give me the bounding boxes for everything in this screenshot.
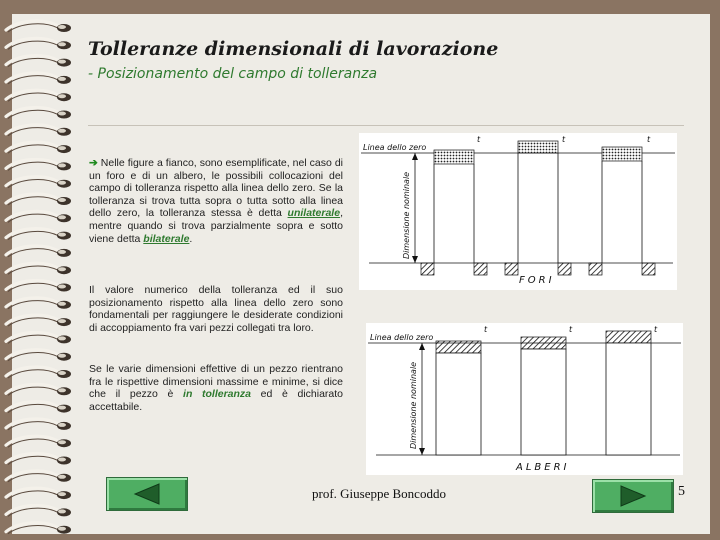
spiral-ring — [6, 315, 71, 326]
paragraph-numeric-value: Il valore numerico della tolleranza ed il suo posizionamento rispetto alla linea dello zero sono fondamentali per raggiungere le desiderate condizioni di accoppiamento fra vari pezzi collegati tra loro. — [89, 284, 343, 334]
spiral-ring — [6, 194, 71, 205]
spiral-ring — [6, 38, 71, 49]
term-in-tolerance: in tolleranza — [183, 388, 252, 401]
spiral-ring — [6, 367, 71, 378]
spiral-ring — [6, 419, 71, 430]
spiral-ring — [6, 229, 71, 240]
spiral-ring — [6, 90, 71, 101]
spiral-ring — [6, 523, 71, 534]
holes-tolerance-mark-2: t — [562, 135, 566, 144]
paragraph1-text-b: , mentre quando si trova parzialmente sopra e sotto viene detta — [89, 207, 343, 245]
holes-zero-line-label: Linea dello zero — [363, 143, 427, 152]
spiral-ring — [6, 454, 71, 465]
previous-slide-button[interactable] — [106, 477, 188, 511]
next-slide-button[interactable] — [592, 479, 674, 513]
page-number: 5 — [678, 484, 685, 499]
spiral-ring — [6, 384, 71, 395]
paragraph-acceptance — [89, 363, 343, 413]
spiral-ring — [6, 281, 71, 292]
holes-diagram — [359, 133, 677, 290]
holes-tolerance-mark-3: t — [647, 135, 651, 144]
holes-nominal-label: Dimensione nominale — [402, 171, 411, 259]
spiral-ring — [6, 436, 71, 447]
shafts-diagram — [366, 323, 683, 475]
spiral-ring — [6, 488, 71, 499]
spiral-ring — [6, 159, 71, 170]
spiral-ring — [6, 350, 71, 361]
shafts-caption: ALBERI — [516, 462, 570, 473]
paragraph3-text-b: ed è dichiarato accettabile. — [89, 388, 344, 413]
shafts-tolerance-mark-3: t — [654, 325, 658, 334]
title-divider — [88, 125, 684, 126]
paragraph1-text-c: . — [189, 232, 193, 245]
paragraph-tolerance-types — [89, 157, 343, 245]
spiral-ring — [6, 73, 71, 84]
holes-caption: FORI — [519, 275, 555, 286]
shafts-nominal-label: Dimensione nominale — [409, 361, 418, 449]
spiral-ring — [6, 125, 71, 136]
spiral-ring — [6, 332, 71, 343]
spiral-ring — [6, 402, 71, 413]
term-unilateral: unilaterale — [287, 207, 341, 220]
slide-subtitle: - Posizionamento del campo di tolleranza — [88, 66, 378, 82]
shafts-zero-line-label: Linea dello zero — [370, 333, 434, 342]
holes-figure — [359, 133, 677, 290]
spiral-ring — [6, 211, 71, 222]
spiral-ring — [6, 505, 71, 516]
spiral-ring — [6, 177, 71, 188]
spiral-ring — [6, 298, 71, 309]
spiral-ring — [6, 246, 71, 257]
footer-author: prof. Giuseppe Boncoddo — [312, 486, 446, 501]
triangle-left-icon — [131, 482, 163, 506]
shafts-figure — [366, 323, 683, 475]
spiral-ring — [6, 108, 71, 119]
spiral-ring — [6, 263, 71, 274]
shafts-tolerance-mark-2: t — [569, 325, 573, 334]
spiral-ring — [6, 56, 71, 67]
term-bilateral: bilaterale — [143, 232, 190, 245]
paragraph1-text-a: Nelle figure a fianco, sono esemplificate, nel caso di un foro e di un albero, le possibili collocazioni del campo di tolleranza rispetto alla linea dello zero. Se la tolleranza si trova tutta sopra o tutta sotto alla linea dello zero, la tolleranza stessa è detta — [89, 157, 343, 220]
shafts-tolerance-mark-1: t — [484, 325, 488, 334]
spiral-ring — [6, 471, 71, 482]
slide-title: Tolleranze dimensionali di lavorazione — [88, 38, 499, 60]
paragraph3-text-a: Se le varie dimensioni effettive di un pezzo rientrano fra le rispettive dimensioni massime e minime, si dice che il pezzo è — [89, 363, 343, 401]
holes-tolerance-mark-1: t — [477, 135, 481, 144]
arrow-right-icon: ➔ — [89, 157, 98, 169]
spiral-ring — [6, 21, 71, 32]
triangle-right-icon — [617, 484, 649, 508]
spiral-ring — [6, 142, 71, 153]
spiral-binding — [0, 14, 80, 540]
